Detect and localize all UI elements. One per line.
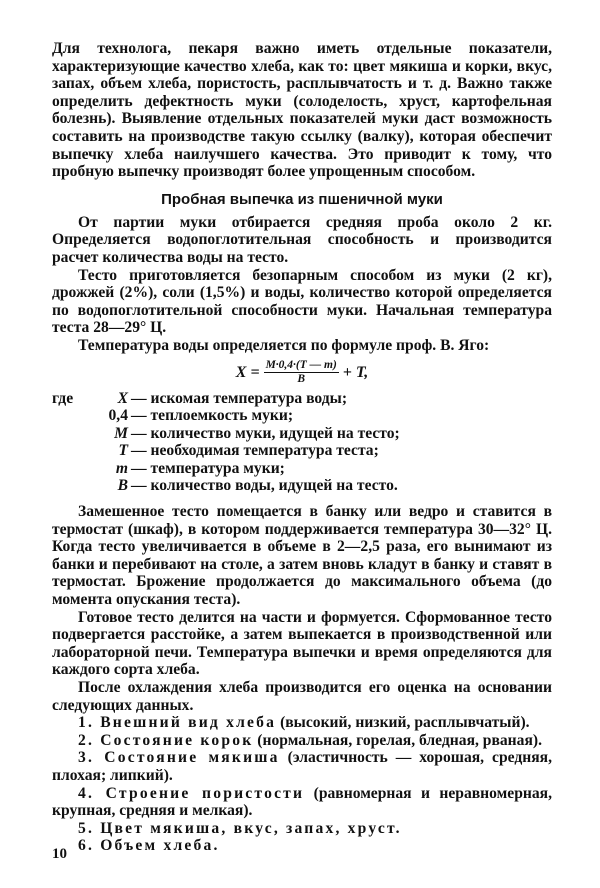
criteria-detail: (равномерная и неравномерная, крупная, средняя и мелкая). [52,784,552,820]
page-number: 10 [52,846,67,862]
definition-text: — количество воды, идущей на тесто. [131,477,398,495]
paragraph-evaluation-intro: После охлаждения хлеба производится его оценка на основании следующих данных. [52,679,552,714]
definition-prefix [52,442,78,460]
definition-row [52,425,552,443]
definition-text: — количество муки, идущей на тесто; [131,424,400,442]
definition-prefix: где [52,389,74,407]
definition-prefix [52,460,78,478]
definition-row [52,460,552,478]
definition-text: — искомая температура воды; [131,389,348,407]
definition-text: — температура муки; [131,459,285,477]
definition-symbol: m [115,459,128,477]
definition-row [52,477,552,495]
definition-symbol: T [118,442,128,460]
formula-numerator: M·0,4·(T — m) [265,359,337,371]
definition-symbol: X [117,389,128,407]
paragraph-formula-intro: Температура воды определяется по формуле проф. В. Яго: [78,336,490,354]
criteria-item [52,732,552,750]
definition-row [52,390,552,408]
criteria-term: 3. Состояние мякиша [78,749,280,767]
definition-prefix [52,425,78,443]
definition-row [52,407,552,425]
paragraph-dough: Тесто приготовляется безопарным способом из муки (2 кг), дрожжей (2%), соли (1,5%) и воды, количество которой определяется по водопоглотительной способности муки. Начальная температура теста 28—29° Ц. [52,266,552,337]
criteria-detail: (эластичность — хорошая, средняя, плохая; липкий). [52,749,552,784]
definition-symbol: B [117,477,128,495]
definition-text: — теплоемкость муки; [131,407,294,425]
definition-symbol: 0,4 [108,407,128,425]
criteria-item [52,785,552,820]
definition-symbol: M [114,424,128,442]
document-page [52,40,552,855]
criteria-detail: (высокий, низкий, расплывчатый). [276,714,530,732]
criteria-item [52,837,552,855]
formula-lhs: X = [235,363,260,381]
criteria-term: 6. Объем хлеба. [78,837,220,855]
criteria-term: 1. Внешний вид хлеба [78,714,277,732]
paragraph-fermentation: Замешенное тесто помещается в банку или ведро и ставится в термостат (шкаф), в котором поддерживается температура 30—32° Ц. Когда тесто увеличивается в объеме в 2—2,5 раза, его вынимают из банки и перебивают на столе, а затем вновь кладут в банку и ставят в термостат. Брожение продолжается до максимального объема (до момента опускания теста). [52,503,552,609]
paragraph-intro: Для технолога, пекаря важно иметь отдельные показатели, характеризующие качество хлеба, как то: цвет мякиша и корки, вкус, запах, объем хлеба, пористость, расплывчатость и т. д. Важно также определить дефектность муки (солоделость, хруст, картофельная болезнь). Выявление отдельных показателей муки даст возможность составить на производстве такую ссылку (валку), которая обеспечит выпечку хлеба наилучшего качества. Это приводит к тому, что пробную выпечку производят более упрощенным способом. [52,40,552,181]
section-heading: Пробная выпечка из пшеничной муки [161,190,443,208]
criteria-item [52,749,552,784]
paragraph-sampling: От партии муки отбирается средняя проба около 2 кг. Определяется водопоглотительная способность и производится расчет количества воды на тесто. [52,213,552,266]
definition-prefix [52,477,78,495]
formula-denominator: B [297,373,306,385]
definition-text: — необходимая температура теста; [131,442,379,460]
formula-fraction [264,359,339,386]
criteria-term: 4. Строение пористости [78,784,305,802]
formula-definitions [52,390,552,496]
criteria-term: 5. Цвет мякиша, вкус, запах, хруст. [78,819,402,837]
definition-row [52,442,552,460]
criteria-detail: (нормальная, горелая, бледная, рваная). [253,731,542,749]
formula [52,358,552,388]
criteria-item [52,714,552,732]
formula-rhs: + T, [342,363,369,381]
definition-prefix [52,407,78,425]
paragraph-baking: Готовое тесто делится на части и формуется. Сформованное тесто подвергается расстойке, а затем выпекается в производственной или лабораторной печи. Температура выпечки и время определяются для каждого сорта хлеба. [52,608,552,679]
criteria-term: 2. Состояние корок [78,731,254,749]
criteria-item [52,820,552,838]
